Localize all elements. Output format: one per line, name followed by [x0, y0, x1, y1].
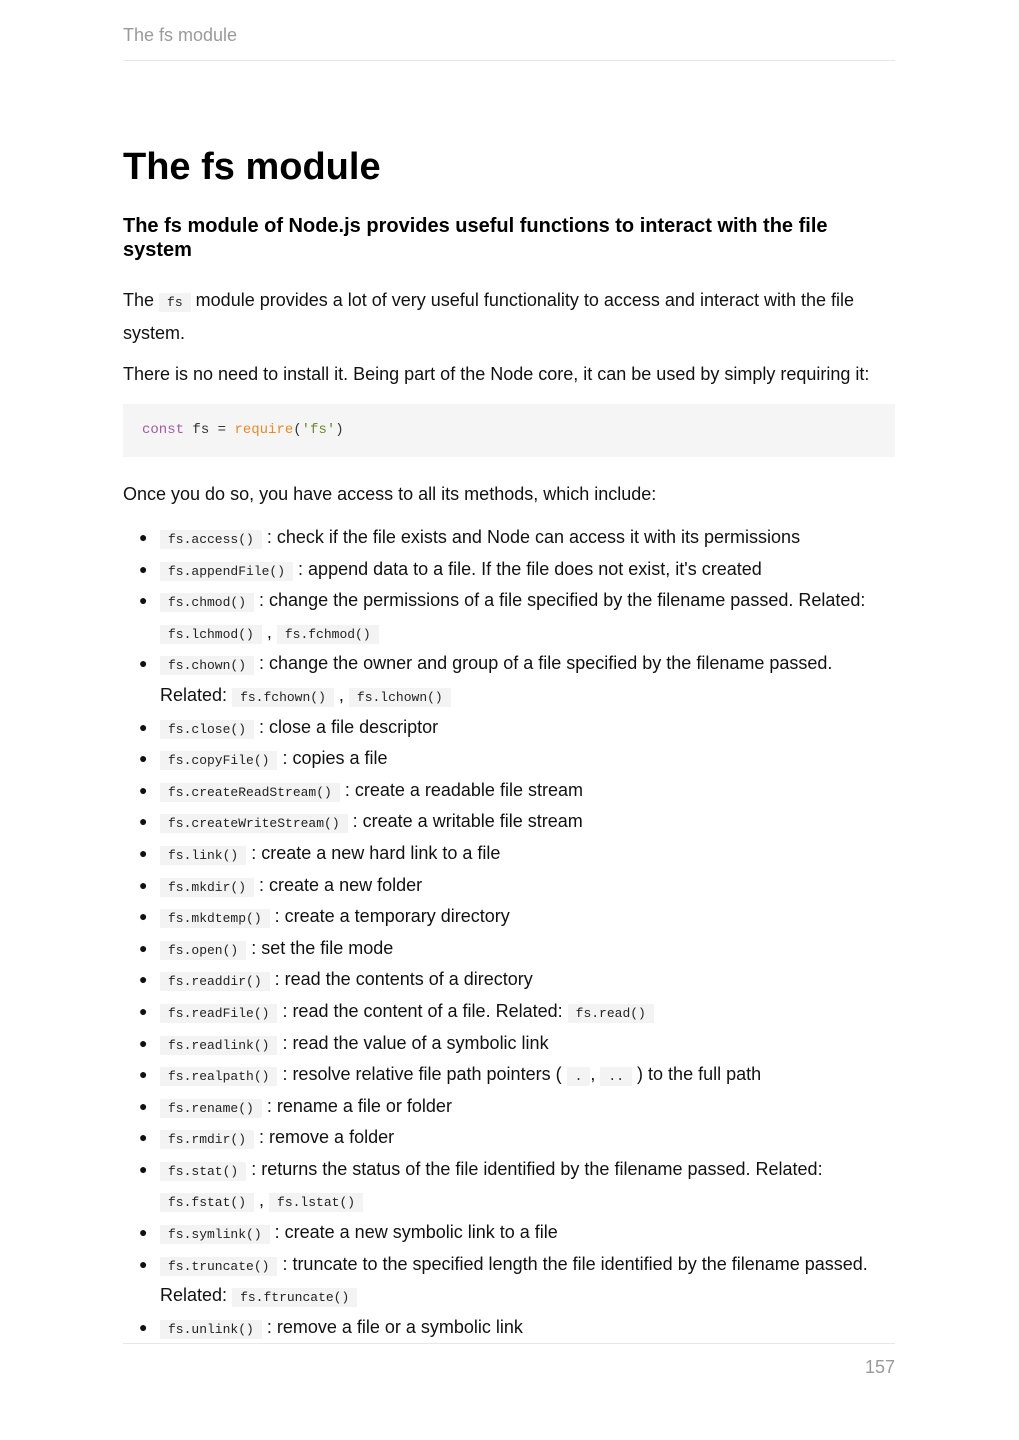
method-list-item [139, 997, 895, 1029]
method-code: fs.readFile() [160, 1004, 277, 1023]
method-list-item: ● fs.chown() : change the owner and group of a file specified by the filename passed. Related: fs.fchown() , fs.lchown() [160, 649, 895, 712]
related-code: fs.lchmod() [160, 625, 262, 644]
method-description: : returns the status of the file identified by the filename passed. Related: [251, 1158, 823, 1179]
bullet-icon: ● [139, 1034, 148, 1051]
methods-list [123, 523, 895, 1344]
page-number: 157 [864, 1357, 895, 1377]
bullet-icon: ● [139, 939, 148, 956]
method-code: fs.rename() [160, 1099, 262, 1118]
method-list-item [139, 1123, 895, 1155]
related-code: fs.lstat() [269, 1193, 363, 1212]
related-code: fs.ftruncate() [232, 1288, 357, 1307]
method-list-item [139, 555, 895, 587]
related-label: Related: [160, 1285, 228, 1306]
method-code: fs.createReadStream() [160, 783, 340, 802]
methods-intro-paragraph: Once you do so, you have access to all its methods, which include: [123, 484, 657, 504]
bullet-icon: ● [139, 1160, 148, 1177]
method-list-item [139, 523, 895, 555]
page-footer [123, 1343, 895, 1378]
method-description: : append data to a file. If the file does not exist, it's created [298, 558, 762, 579]
method-description: : create a new hard link to a file [251, 842, 501, 863]
method-description: : remove a file or a symbolic link [266, 1316, 523, 1337]
related-code: fs.read() [568, 1004, 654, 1023]
method-list-item [139, 902, 895, 934]
method-list-item [139, 1313, 895, 1345]
method-description: : change the permissions of a file specified by the filename passed. Related: [259, 590, 866, 611]
bullet-icon: ● [139, 1129, 148, 1146]
method-description: : rename a file or folder [266, 1095, 452, 1116]
method-list-item [139, 1029, 895, 1061]
bullet-icon: ● [139, 844, 148, 861]
method-description: : read the value of a symbolic link [282, 1032, 549, 1053]
method-list-item [139, 965, 895, 997]
method-list-item: ● fs.stat() : returns the status of the file identified by the filename passed. Related: fs.fstat() , fs.lstat() [160, 1155, 895, 1218]
code-paren-open: ( [293, 422, 302, 438]
intro-post: module provides a lot of very useful functionality to access and interact with the file system. [123, 290, 855, 343]
method-code: fs.symlink() [160, 1225, 270, 1244]
code-paren-close: ) [335, 422, 344, 438]
method-list-item [139, 934, 895, 966]
method-list-item [139, 1218, 895, 1250]
code-string: 'fs' [301, 422, 336, 438]
method-description: : read the content of a file. Related: [282, 1000, 563, 1021]
method-code: fs.stat() [160, 1162, 246, 1181]
method-description: : create a new folder [259, 874, 423, 895]
method-description: : set the file mode [251, 937, 394, 958]
bullet-icon: ● [139, 813, 148, 830]
bullet-icon: ● [139, 971, 148, 988]
method-description: : check if the file exists and Node can access it with its permissions [266, 527, 801, 547]
method-code: fs.appendFile() [160, 562, 293, 581]
code-function: require [234, 422, 294, 438]
method-code: fs.realpath() [160, 1067, 277, 1086]
method-list-item [139, 713, 895, 745]
method-list-item [139, 871, 895, 903]
method-list-item: ● fs.realpath() : resolve relative file path pointers ( . , .. ) to the full path [160, 1060, 895, 1092]
method-description: : resolve relative file path pointers ( [282, 1064, 562, 1085]
method-description: : close a file descriptor [259, 716, 439, 737]
method-description: : create a temporary directory [274, 906, 510, 927]
intro-pre: The [123, 290, 155, 310]
method-description: : change the owner and group of a file specified by the filename passed. [259, 653, 833, 674]
bullet-icon: ● [139, 781, 148, 798]
bullet-icon: ● [139, 1255, 148, 1272]
method-description: : remove a folder [259, 1127, 395, 1148]
method-list-item [139, 839, 895, 871]
related-code: fs.fstat() [160, 1193, 254, 1212]
bullet-icon: ● [139, 1318, 148, 1335]
related-code: fs.lchown() [349, 688, 451, 707]
method-code: fs.unlink() [160, 1320, 262, 1339]
related-label: Related: [160, 684, 228, 705]
method-description: : copies a file [282, 748, 388, 769]
inline-code: fs [159, 293, 191, 312]
method-code: fs.rmdir() [160, 1130, 254, 1149]
bullet-icon: ● [139, 1066, 148, 1083]
method-code: fs.mkdir() [160, 878, 254, 897]
code-variable: fs = [184, 422, 235, 438]
method-code: fs.copyFile() [160, 751, 277, 770]
method-code: fs.truncate() [160, 1257, 277, 1276]
path-pointer-code: . [567, 1067, 591, 1086]
method-code: fs.readlink() [160, 1036, 277, 1055]
bullet-icon: ● [139, 718, 148, 735]
method-code: fs.chmod() [160, 593, 254, 612]
bullet-icon: ● [139, 750, 148, 767]
method-list-item [139, 807, 895, 839]
install-paragraph: There is no need to install it. Being part of the Node core, it can be used by simply requiring it: [123, 364, 870, 384]
method-code: fs.chown() [160, 656, 254, 675]
bullet-icon: ● [139, 592, 148, 609]
bullet-icon: ● [139, 1224, 148, 1241]
intro-paragraph [123, 285, 895, 348]
bullet-icon: ● [139, 876, 148, 893]
method-list-item [139, 1250, 895, 1313]
related-code: fs.fchown() [232, 688, 334, 707]
bullet-icon: ● [139, 655, 148, 672]
method-code: fs.mkdtemp() [160, 909, 270, 928]
path-pointer-code: .. [600, 1067, 632, 1086]
method-code: fs.close() [160, 720, 254, 739]
method-code: fs.link() [160, 846, 246, 865]
code-block [123, 404, 895, 457]
page-title: The fs module [123, 146, 381, 188]
method-list-item [139, 776, 895, 808]
method-list-item [139, 744, 895, 776]
method-code: fs.access() [160, 530, 262, 549]
method-description-end: ) to the full path [637, 1064, 762, 1085]
method-description: : create a new symbolic link to a file [274, 1222, 558, 1243]
related-code: fs.fchmod() [277, 625, 379, 644]
bullet-icon: ● [139, 908, 148, 925]
running-header: The fs module [123, 25, 895, 61]
method-code: fs.readdir() [160, 972, 270, 991]
bullet-icon: ● [139, 1097, 148, 1114]
method-code: fs.open() [160, 941, 246, 960]
method-description: : create a readable file stream [344, 779, 583, 800]
bullet-icon: ● [139, 529, 148, 545]
method-description: : read the contents of a directory [274, 969, 533, 990]
method-code: fs.createWriteStream() [160, 814, 348, 833]
section-subtitle: The fs module of Node.js provides useful functions to interact with the file system [123, 215, 828, 261]
bullet-icon: ● [139, 560, 148, 577]
method-list-item [139, 1092, 895, 1124]
method-description: : truncate to the specified length the file identified by the filename passed. [282, 1253, 868, 1274]
bullet-icon: ● [139, 1002, 148, 1019]
method-list-item: ● fs.chmod() : change the permissions of a file specified by the filename passed. Related: fs.lchmod() , fs.fchmod() [160, 586, 895, 649]
method-description: : create a writable file stream [352, 811, 583, 832]
code-keyword: const [142, 422, 185, 438]
